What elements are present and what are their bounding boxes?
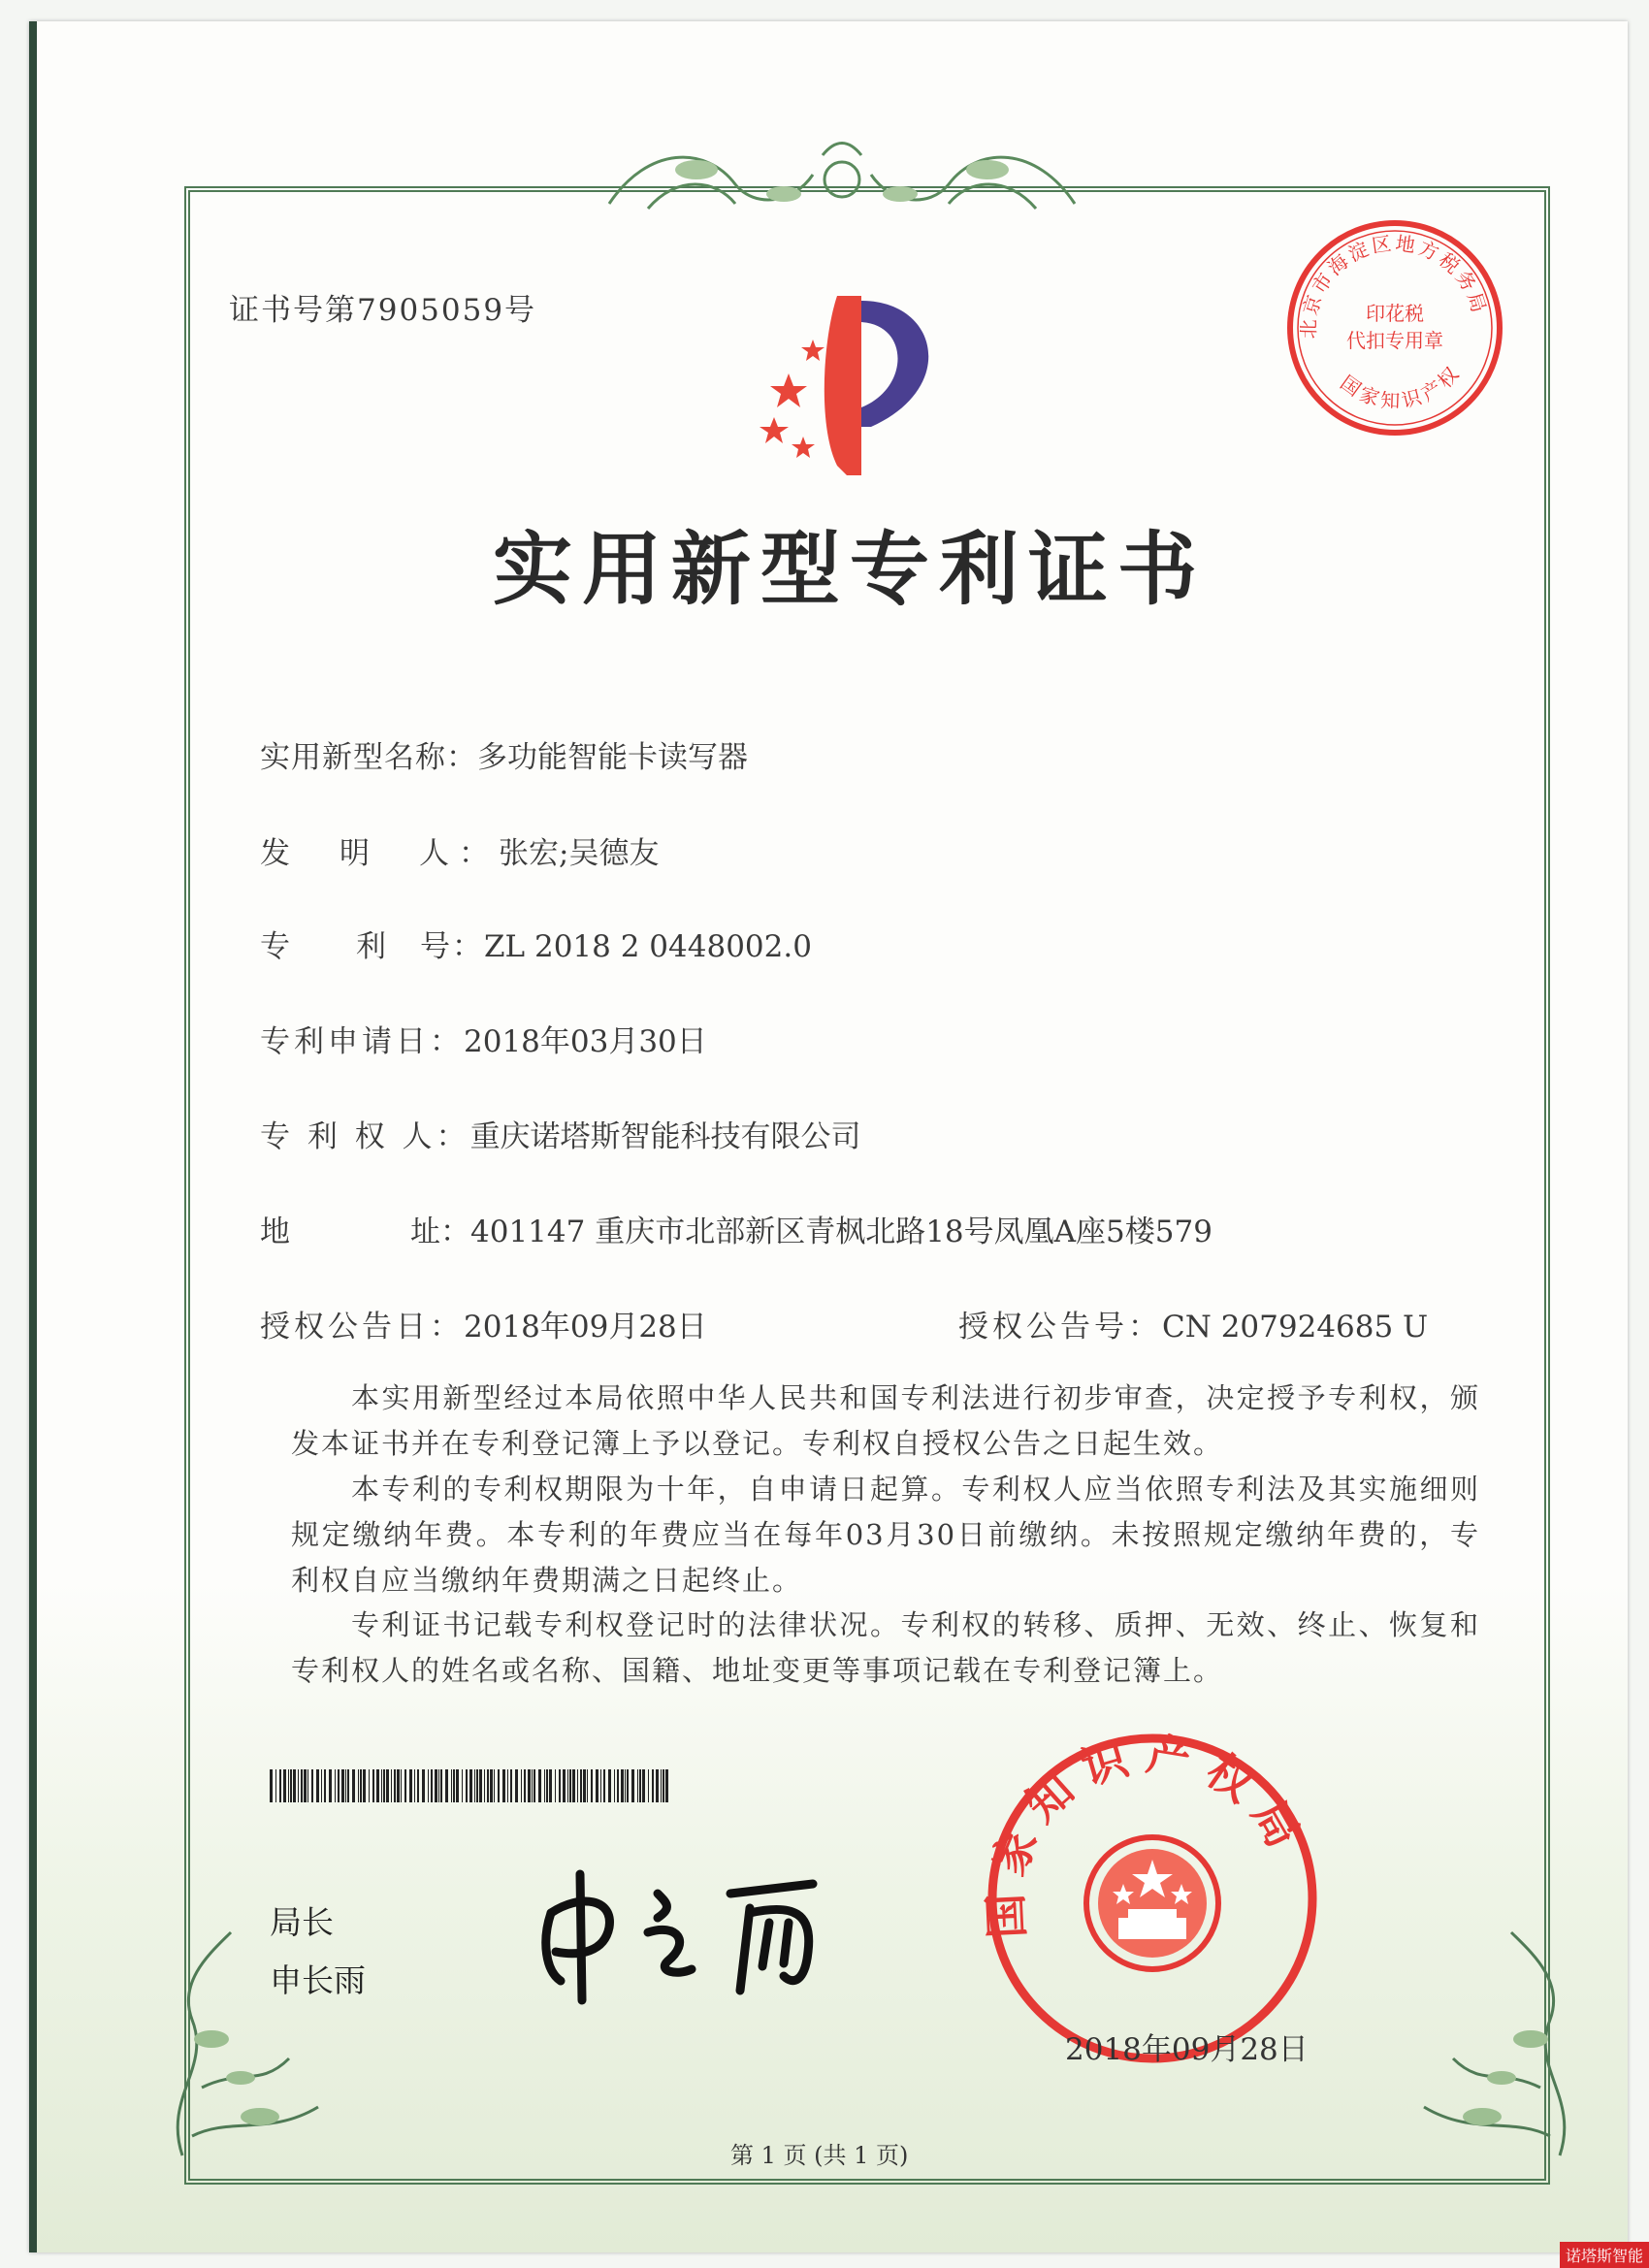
top-ornament-icon [590,126,1094,233]
barcode-bar [283,1769,286,1802]
barcode-bar [507,1769,508,1802]
barcode-bar [279,1769,281,1802]
barcode-bar [345,1769,346,1802]
field-patent-number [260,922,812,965]
field-value: 重庆诺塔斯智能科技有限公司 [469,1119,861,1154]
barcode-bar [569,1769,571,1802]
barcode-bar [625,1769,626,1802]
barcode-bar [494,1769,495,1802]
barcode-bar [596,1769,598,1802]
tax-stamp-center-line1: 印花税 [1366,302,1424,325]
barcode-bar [321,1769,322,1802]
barcode-bar [451,1769,452,1802]
barcode-bar [484,1769,485,1802]
barcode-bar [538,1769,541,1802]
barcode-bar [621,1769,624,1802]
barcode-bar [469,1769,472,1802]
barcode-bar [479,1769,482,1802]
certificate-title: 实用新型专利证书 [493,523,1208,616]
barcode-bar [521,1769,522,1802]
barcode-bar [580,1769,582,1802]
bottom-right-ornament-icon [1395,1923,1589,2165]
barcode-bar [577,1769,578,1802]
barcode-bar [270,1769,273,1802]
barcode-bar [341,1769,344,1802]
barcode-bar [401,1769,402,1802]
barcode-bar [603,1769,605,1802]
barcode-bar [456,1769,459,1802]
barcode-bar [304,1769,307,1802]
field-label: 专 利 权 人： [260,1119,470,1154]
barcode-bar [298,1769,299,1802]
barcode-bar [656,1769,659,1802]
barcode-bar [358,1769,359,1802]
barcode-bar [555,1769,556,1802]
barcode-bar [290,1769,292,1802]
barcode-bar [352,1769,355,1802]
barcode-bar [639,1769,641,1802]
paragraph-2: 本专利的专利权期限为十年，自申请日起算。专利权人应当依照专利法及其实施细则规定缴纳年费。本专利的年费应当在每年03月30日前缴纳。未按照规定缴纳年费的，专利权自应当缴纳年费期满之日起终止。 [291,1473,1480,1597]
barcode-bar [440,1769,442,1802]
handwritten-signature-icon [522,1855,890,2010]
tax-stamp [1278,211,1511,444]
patent-office-logo-icon [716,281,968,485]
barcode-bar [293,1769,296,1802]
barcode-bar [369,1769,370,1802]
field-utility-name [260,732,748,776]
national-emblem-icon [1086,1837,1218,1969]
barcode-bar [487,1769,489,1802]
barcode-bar [422,1769,425,1802]
tax-stamp-bottom-text: 国家知识产权 [1336,359,1467,413]
field-application-date [260,1017,707,1060]
barcode-bar [391,1769,392,1802]
barcode-bar [394,1769,396,1802]
barcode-bar [372,1769,374,1802]
field-grant-number [958,1302,1428,1345]
barcode-bar [600,1769,601,1802]
signatory-name: 申长雨 [270,1961,366,1999]
barcode-bar [549,1769,552,1802]
barcode-bar [474,1769,475,1802]
barcode-bar [608,1769,611,1802]
barcode-bar [383,1769,385,1802]
barcode-bar [311,1769,313,1802]
barcode-bar [534,1769,535,1802]
barcode-bar [528,1769,531,1802]
barcode-bar [546,1769,548,1802]
barcode-bar [324,1769,326,1802]
barcode-bar [567,1769,568,1802]
field-value: 多功能智能卡读写器 [477,740,748,775]
barcode-bar [663,1769,664,1802]
certificate-page [29,21,1628,2252]
seal-org-text: 国家知识产权局 [983,1729,1317,1940]
barcode-bar [445,1769,448,1802]
barcode-bar [490,1769,493,1802]
field-label: 授权公告号： [958,1310,1162,1345]
field-patentee [260,1112,861,1155]
field-label: 实用新型名称： [260,740,477,775]
barcode-bar [386,1769,389,1802]
barcode-bar [591,1769,593,1802]
signatory-block [270,1894,366,2010]
page-footer: 第 1 页 (共 1 页) [730,2142,909,2169]
field-address [260,1207,1212,1250]
barcode-bar [665,1769,668,1802]
barcode-bar [428,1769,429,1802]
barcode-bar [572,1769,575,1802]
barcode-bar [502,1769,505,1802]
barcode-bar [614,1769,615,1802]
field-label: 发 明 人： [260,836,499,871]
barcode-bar [381,1769,382,1802]
barcode-bar [376,1769,379,1802]
signatory-title: 局长 [270,1903,334,1941]
field-grant-date [260,1302,707,1345]
barcode-bar [617,1769,619,1802]
barcode-bar [524,1769,526,1802]
barcode-bar [347,1769,349,1802]
barcode-bar [438,1769,439,1802]
barcode-bar [532,1769,533,1802]
seal-date: 2018年09月28日 [1065,2032,1309,2067]
field-value: 2018年09月28日 [464,1310,707,1345]
barcode-bar [363,1769,366,1802]
field-value: 张宏;吴德友 [499,836,660,871]
barcode-bar [583,1769,586,1802]
field-inventors [260,828,659,872]
field-label: 授权公告日： [260,1310,464,1345]
field-value: CN 207924685 U [1162,1310,1429,1345]
barcode-bar [338,1769,340,1802]
barcode-bar [652,1769,654,1802]
tax-stamp-ring-text: 北京市海淀区地方税务局 [1296,231,1492,340]
barcode-bar [360,1769,362,1802]
field-label: 专 利 号： [260,929,484,964]
barcode-bar [466,1769,468,1802]
barcode-bar [544,1769,545,1802]
barcode-bar [335,1769,336,1802]
barcode-bar [288,1769,289,1802]
barcode-bar [462,1769,463,1802]
field-value: 401147 重庆市北部新区青枫北路18号凤凰A座5楼579 [470,1215,1212,1249]
paragraph-1: 本实用新型经过本局依照中华人民共和国专利法进行初步审查，决定授予专利权，颁发本证书并在专利登记簿上予以登记。专利权自授权公告之日起生效。 [291,1381,1480,1460]
barcode-bar [435,1769,437,1802]
field-label: 地 址： [260,1215,470,1249]
barcode-bar [648,1769,649,1802]
barcode-bar [404,1769,406,1802]
barcode-bar [559,1769,561,1802]
barcode-bar [510,1769,512,1802]
barcode-bar [563,1769,566,1802]
barcode-bar [316,1769,319,1802]
barcode-bar [515,1769,518,1802]
watermark-label: 诺塔斯智能 [1560,2242,1649,2268]
barcode-bar [329,1769,332,1802]
barcode-bar [414,1769,415,1802]
barcode-bar [587,1769,588,1802]
barcode-bar [642,1769,645,1802]
field-value: ZL 2018 2 0448002.0 [484,929,812,964]
national-ip-seal [983,1729,1322,2068]
barcode-bar [476,1769,478,1802]
barcode-bar [637,1769,638,1802]
barcode-bar [409,1769,412,1802]
barcode-bar [307,1769,308,1802]
barcode-bar [397,1769,400,1802]
paragraph-3: 专利证书记载专利权登记时的法律状况。专利权的转移、质押、无效、终止、恢复和专利权人的姓名或名称、国籍、地址变更等事项记载在专利登记簿上。 [291,1608,1480,1687]
barcode-icon [270,1769,677,1802]
tax-stamp-center-line2: 代扣专用章 [1346,329,1443,352]
barcode-bar [627,1769,629,1802]
field-value: 2018年03月30日 [464,1024,707,1059]
barcode-bar [275,1769,276,1802]
barcode-bar [631,1769,634,1802]
field-label: 专利申请日： [260,1024,464,1059]
barcode-bar [431,1769,433,1802]
barcode-bar [417,1769,419,1802]
barcode-bar [498,1769,500,1802]
barcode-bar [301,1769,303,1802]
barcode-bar [453,1769,455,1802]
certificate-number: 证书号第7905059号 [229,293,537,328]
barcode-bar [661,1769,662,1802]
